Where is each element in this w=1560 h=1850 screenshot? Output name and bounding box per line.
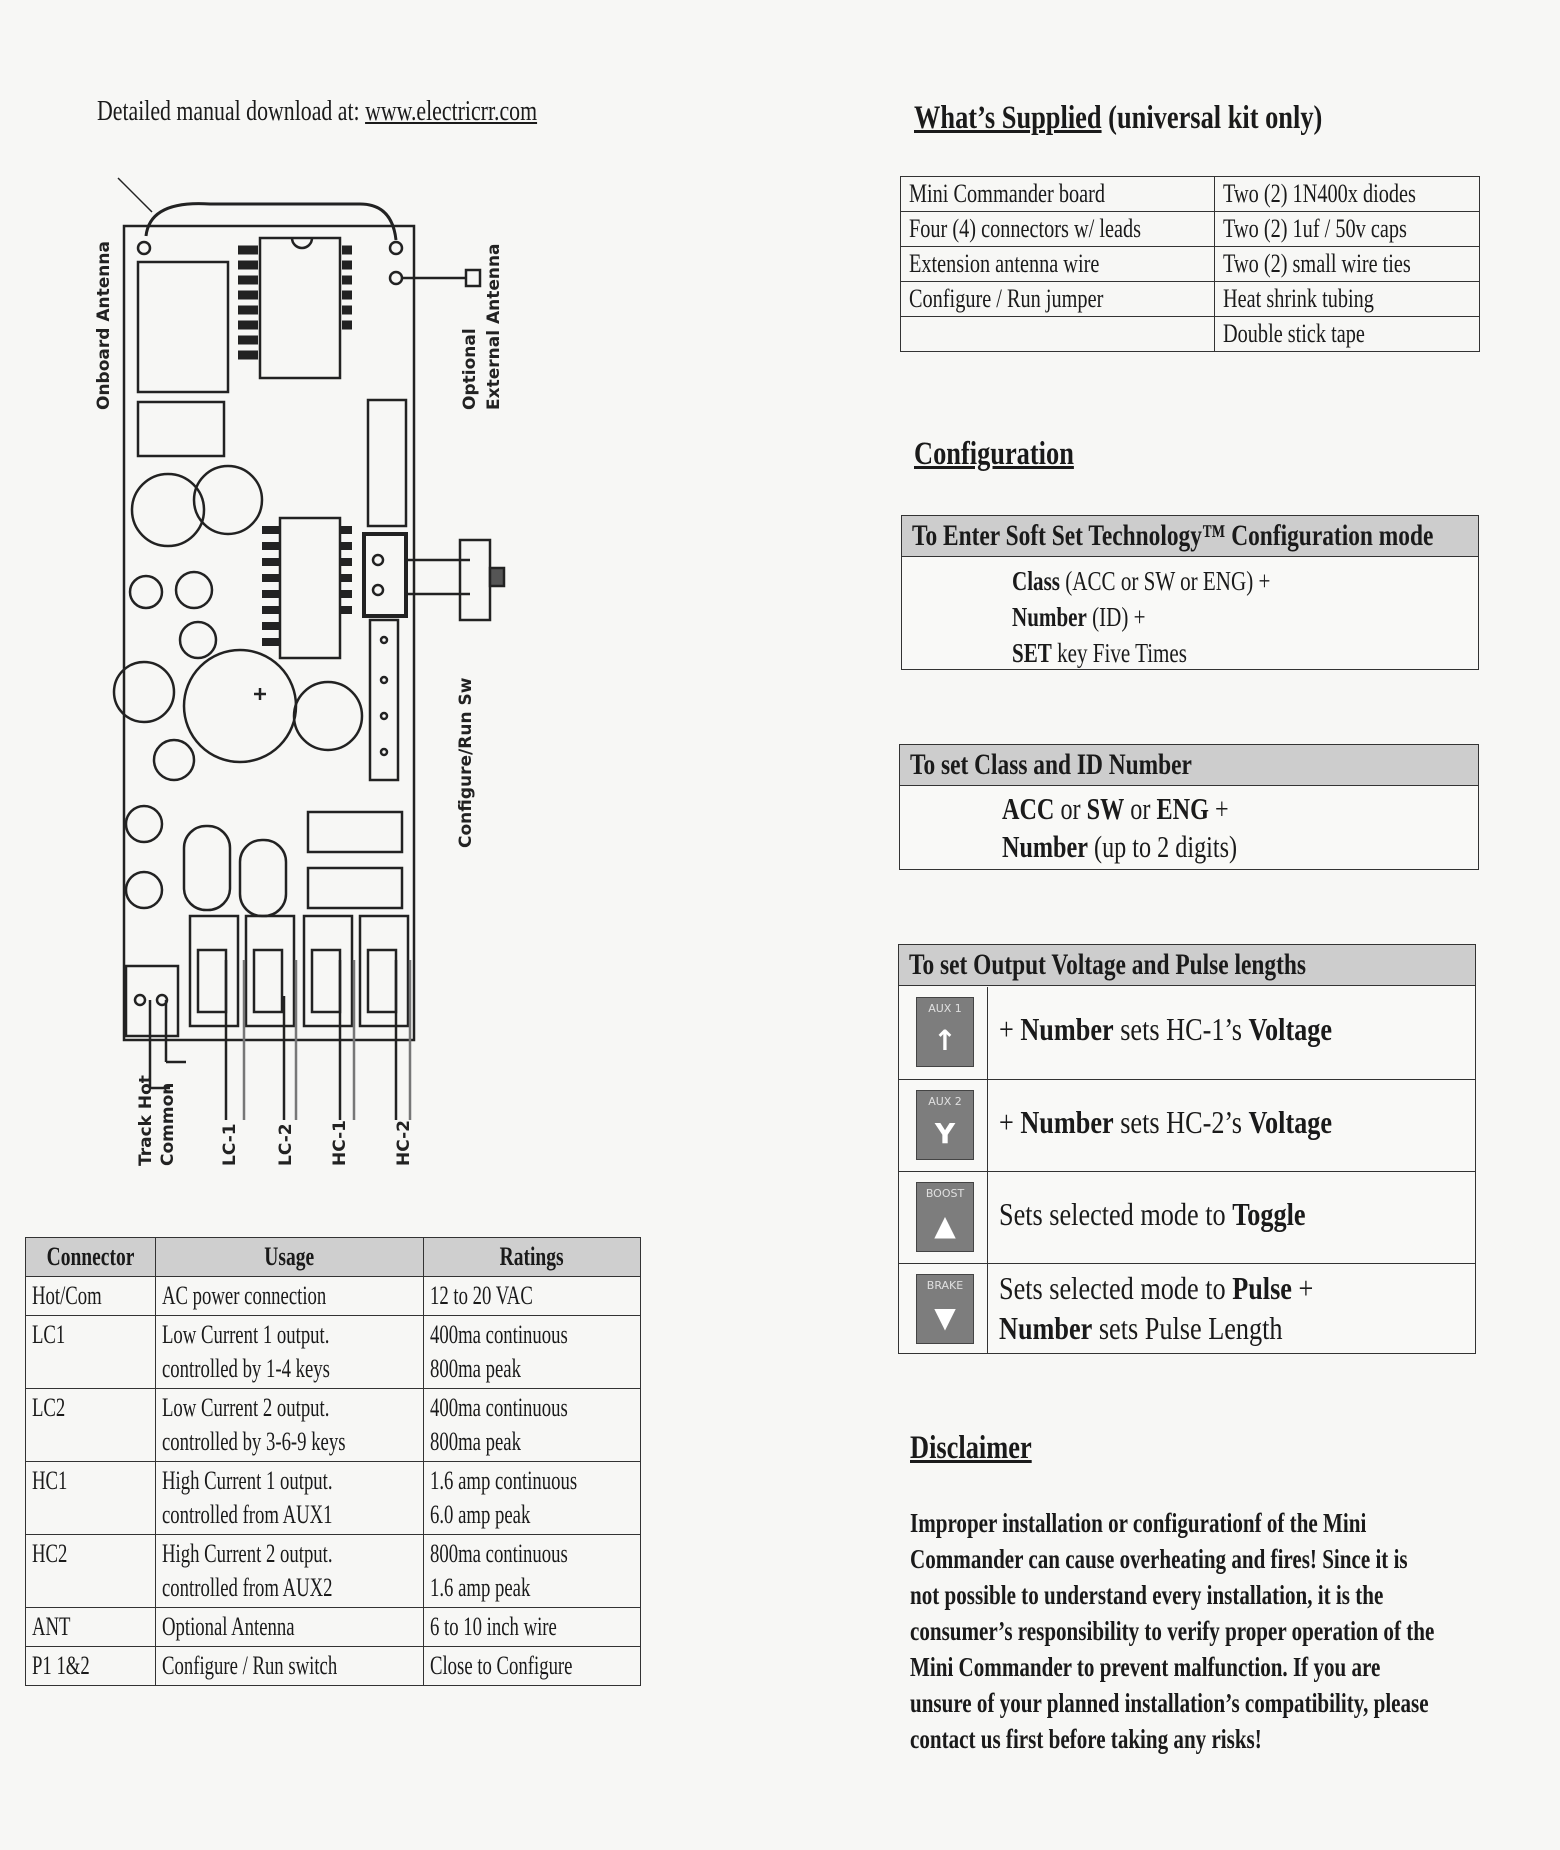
connector-cell xyxy=(26,1608,156,1647)
enter-config-line-set xyxy=(1012,638,1236,669)
supplied-row xyxy=(901,317,1480,352)
usage-cell-line: controlled from AUX2 xyxy=(161,1573,333,1602)
board-diagram xyxy=(0,0,620,1200)
connector-table-header xyxy=(26,1238,641,1277)
voltage-row-text xyxy=(999,1270,1313,1307)
voltage-row-text-2 xyxy=(999,1310,1283,1347)
key-tag: AUX 1 xyxy=(928,1002,962,1015)
connector-cell xyxy=(26,1316,156,1389)
supplied-cell xyxy=(901,177,1215,212)
or-text-2: or xyxy=(1124,791,1157,826)
ratings-cell-line: 800ma continuous xyxy=(429,1539,568,1568)
voltage-text-bold1: Number xyxy=(1020,1011,1114,1047)
ratings-cell xyxy=(423,1389,640,1462)
supplied-row xyxy=(901,177,1480,212)
connector-cell xyxy=(26,1535,156,1608)
header-ratings: Ratings xyxy=(500,1242,565,1271)
supplied-cell xyxy=(901,212,1215,247)
voltage-text-line2-bold: Number xyxy=(999,1310,1093,1346)
supplied-title-underlined: What’s Supplied xyxy=(914,100,1102,136)
connector-cell-line: LC1 xyxy=(32,1320,66,1349)
ratings-cell xyxy=(423,1608,640,1647)
voltage-text-bold2: Voltage xyxy=(1248,1011,1333,1047)
voltage-text-mid: Sets selected mode to xyxy=(999,1196,1233,1232)
voltage-text-tail: + xyxy=(1291,1270,1314,1306)
disclaimer-line: consumer’s responsibility to verify proper operation of the xyxy=(910,1616,1435,1646)
supplied-cell xyxy=(1215,282,1479,317)
connector-cell xyxy=(26,1462,156,1535)
connector-row xyxy=(26,1608,641,1647)
supplied-row xyxy=(901,282,1480,317)
hc2-label: HC-2 xyxy=(394,1120,414,1166)
voltage-pulse-box xyxy=(898,944,1476,1354)
key-tag: BRAKE xyxy=(926,1279,964,1292)
disclaimer-line: not possible to understand every installation, it is the xyxy=(910,1580,1384,1610)
ratings-cell xyxy=(423,1277,640,1316)
ratings-cell-line: 800ma peak xyxy=(429,1427,521,1456)
enter-config-box xyxy=(901,515,1479,670)
number-rest: (ID) + xyxy=(1086,602,1146,632)
usage-cell-line: controlled by 3-6-9 keys xyxy=(161,1427,346,1456)
lc1-label: LC-1 xyxy=(220,1123,240,1166)
header-usage: Usage xyxy=(264,1242,315,1271)
onboard-antenna-label: Onboard Antenna xyxy=(94,241,114,410)
disclaimer-line: unsure of your planned installation’s compatibility, please xyxy=(910,1688,1429,1718)
voltage-row xyxy=(899,1263,1475,1354)
supplied-item: Mini Commander board xyxy=(909,179,1106,208)
voltage-text-bold2: Voltage xyxy=(1248,1104,1333,1140)
supplied-item: Two (2) small wire ties xyxy=(1223,249,1412,278)
voltage-text-bold2: Pulse xyxy=(1232,1270,1292,1306)
ratings-cell-line: 400ma continuous xyxy=(429,1393,568,1422)
voltage-row-text xyxy=(999,1196,1306,1233)
disclaimer-title xyxy=(910,1430,1032,1467)
voltage-text-mid: sets HC-1’s xyxy=(1113,1011,1249,1047)
ratings-cell-line: 400ma continuous xyxy=(429,1320,568,1349)
acc-bold: ACC xyxy=(1002,791,1055,826)
supplied-cell xyxy=(901,247,1215,282)
voltage-text-mid: Sets selected mode to xyxy=(999,1270,1233,1306)
voltage-row-text xyxy=(999,1011,1332,1048)
voltage-text-mid: sets HC-2’s xyxy=(1113,1104,1249,1140)
key-tag: AUX 2 xyxy=(928,1095,962,1108)
class-rest: (ACC or SW or ENG) + xyxy=(1059,566,1271,596)
class-bold: Class xyxy=(1012,566,1060,596)
remote-key-icon xyxy=(916,1090,974,1160)
class-id-line-2 xyxy=(1002,829,1303,865)
number-bold-2: Number xyxy=(1002,829,1088,864)
supplied-item: Two (2) 1N400x diodes xyxy=(1223,179,1417,208)
supplied-item: Configure / Run jumper xyxy=(909,284,1104,313)
configuration-title-text: Configuration xyxy=(914,436,1074,472)
remote-key-icon xyxy=(916,1274,974,1344)
usage-cell-line: Optional Antenna xyxy=(161,1612,295,1641)
set-rest: key Five Times xyxy=(1051,638,1187,668)
connector-cell-line: HC1 xyxy=(32,1466,68,1495)
supplied-row xyxy=(901,212,1480,247)
supplied-cell xyxy=(1215,212,1479,247)
ratings-cell xyxy=(423,1462,640,1535)
supplied-cell xyxy=(1215,177,1479,212)
supplied-item: Double stick tape xyxy=(1223,319,1366,348)
board-drawing xyxy=(0,0,620,1200)
supplied-title-rest: (universal kit only) xyxy=(1108,100,1323,136)
usage-cell-line: Low Current 1 output. xyxy=(161,1320,330,1349)
key-symbol: ↑ xyxy=(933,1024,957,1057)
supplied-item: Heat shrink tubing xyxy=(1223,284,1375,313)
connector-cell-line: HC2 xyxy=(32,1539,68,1568)
usage-cell xyxy=(155,1316,423,1389)
disclaimer-line: Commander can cause overheating and fires! Since it is xyxy=(910,1544,1408,1574)
plus-text: + xyxy=(1208,791,1229,826)
optional-antenna-label-1: Optional xyxy=(460,328,480,410)
disclaimer-line: Improper installation or configurationf of the Mini xyxy=(910,1508,1367,1538)
ratings-cell-line: 1.6 amp continuous xyxy=(429,1466,578,1495)
connector-cell xyxy=(26,1389,156,1462)
ratings-cell xyxy=(423,1316,640,1389)
header-connector: Connector xyxy=(46,1242,135,1271)
class-id-header-text: To set Class and ID Number xyxy=(910,748,1192,781)
or-text-1: or xyxy=(1054,791,1087,826)
voltage-text-line2-rest: sets Pulse Length xyxy=(1092,1310,1283,1346)
voltage-text-bold2: Toggle xyxy=(1232,1196,1306,1232)
class-id-line-1 xyxy=(1002,791,1293,827)
usage-cell xyxy=(155,1389,423,1462)
usage-cell xyxy=(155,1277,423,1316)
usage-cell-line: AC power connection xyxy=(161,1281,327,1310)
enter-config-box-header xyxy=(902,516,1478,557)
supplied-cell xyxy=(1215,317,1479,352)
connector-cell-line: P1 1&2 xyxy=(32,1651,90,1680)
usage-cell-line: controlled by 1-4 keys xyxy=(161,1354,330,1383)
key-tag: BOOST xyxy=(925,1187,965,1200)
connector-row xyxy=(26,1316,641,1389)
manual-url-link[interactable]: www.electricrr.com xyxy=(365,96,538,127)
connector-row xyxy=(26,1647,641,1686)
remote-key-icon xyxy=(916,997,974,1067)
voltage-pulse-box-header xyxy=(899,945,1475,986)
usage-cell-line: High Current 2 output. xyxy=(161,1539,333,1568)
track-hot-label: Track Hot xyxy=(136,1075,156,1166)
disclaimer-title-text: Disclaimer xyxy=(910,1430,1032,1466)
usage-cell-line: controlled from AUX1 xyxy=(161,1500,333,1529)
configuration-title xyxy=(914,436,1074,473)
connector-table-body xyxy=(26,1277,641,1686)
enter-config-line-class xyxy=(1012,566,1343,597)
disclaimer-line: Mini Commander to prevent malfunction. If you are xyxy=(910,1652,1381,1682)
number-bold: Number xyxy=(1012,602,1087,632)
supplied-title xyxy=(914,100,1322,137)
eng-bold: ENG xyxy=(1156,791,1209,826)
ratings-cell-line: 6 to 10 inch wire xyxy=(429,1612,557,1641)
supplied-cell xyxy=(901,317,1215,352)
supplied-table xyxy=(900,176,1480,352)
supplied-table-body xyxy=(901,177,1480,352)
class-id-box-header xyxy=(900,745,1478,786)
set-bold: SET xyxy=(1012,638,1052,668)
class-id-box xyxy=(899,744,1479,870)
connector-row xyxy=(26,1389,641,1462)
connector-cell xyxy=(26,1647,156,1686)
voltage-row xyxy=(899,987,1475,1079)
usage-cell-line: Low Current 2 output. xyxy=(161,1393,330,1422)
enter-config-header-text: To Enter Soft Set Technology™ Configuration mode xyxy=(912,519,1434,552)
disclaimer-text xyxy=(910,1505,1530,1757)
usage-cell xyxy=(155,1647,423,1686)
voltage-row-text xyxy=(999,1104,1332,1141)
disclaimer-line: contact us first before taking any risks! xyxy=(910,1724,1262,1754)
connector-table xyxy=(25,1237,641,1686)
ratings-cell-line: 1.6 amp peak xyxy=(429,1573,531,1602)
connector-row xyxy=(26,1277,641,1316)
supplied-row xyxy=(901,247,1480,282)
configure-run-switch-label: Configure/Run Sw xyxy=(456,677,476,848)
ratings-cell xyxy=(423,1535,640,1608)
number-rest-2: (up to 2 digits) xyxy=(1087,829,1238,864)
enter-config-line-number xyxy=(1012,602,1183,633)
key-symbol: Y xyxy=(934,1117,956,1150)
voltage-text-bold1: Number xyxy=(1020,1104,1114,1140)
ratings-cell-line: Close to Configure xyxy=(429,1651,573,1680)
ratings-cell-line: 12 to 20 VAC xyxy=(429,1281,533,1310)
ratings-cell xyxy=(423,1647,640,1686)
key-symbol: ▲ xyxy=(934,1209,956,1242)
optional-antenna-label-2: External Antenna xyxy=(484,243,504,410)
connector-cell-line: Hot/Com xyxy=(32,1281,102,1310)
voltage-text-pre: + xyxy=(999,1011,1021,1047)
connector-cell-line: LC2 xyxy=(32,1393,66,1422)
hc1-label: HC-1 xyxy=(330,1120,350,1166)
connector-cell-line: ANT xyxy=(32,1612,71,1641)
connector-row xyxy=(26,1535,641,1608)
ratings-cell-line: 800ma peak xyxy=(429,1354,521,1383)
remote-key-icon xyxy=(916,1182,974,1252)
usage-cell xyxy=(155,1462,423,1535)
supplied-item: Extension antenna wire xyxy=(909,249,1100,278)
voltage-row xyxy=(899,1079,1475,1172)
supplied-cell xyxy=(901,282,1215,317)
voltage-pulse-header-text: To set Output Voltage and Pulse lengths xyxy=(909,948,1307,981)
usage-cell-line: Configure / Run switch xyxy=(161,1651,338,1680)
lc2-label: LC-2 xyxy=(276,1123,296,1166)
manual-label: Detailed manual download at: xyxy=(97,96,360,127)
supplied-item: Two (2) 1uf / 50v caps xyxy=(1223,214,1408,243)
connector-row xyxy=(26,1462,641,1535)
supplied-item: Four (4) connectors w/ leads xyxy=(909,214,1142,243)
key-symbol: ▼ xyxy=(934,1301,956,1334)
supplied-cell xyxy=(1215,247,1479,282)
connector-cell xyxy=(26,1277,156,1316)
sw-bold: SW xyxy=(1086,791,1125,826)
common-label: Common xyxy=(158,1082,178,1166)
ratings-cell-line: 6.0 amp peak xyxy=(429,1500,531,1529)
usage-cell xyxy=(155,1535,423,1608)
voltage-row xyxy=(899,1171,1475,1264)
usage-cell xyxy=(155,1608,423,1647)
usage-cell-line: High Current 1 output. xyxy=(161,1466,333,1495)
voltage-text-pre: + xyxy=(999,1104,1021,1140)
